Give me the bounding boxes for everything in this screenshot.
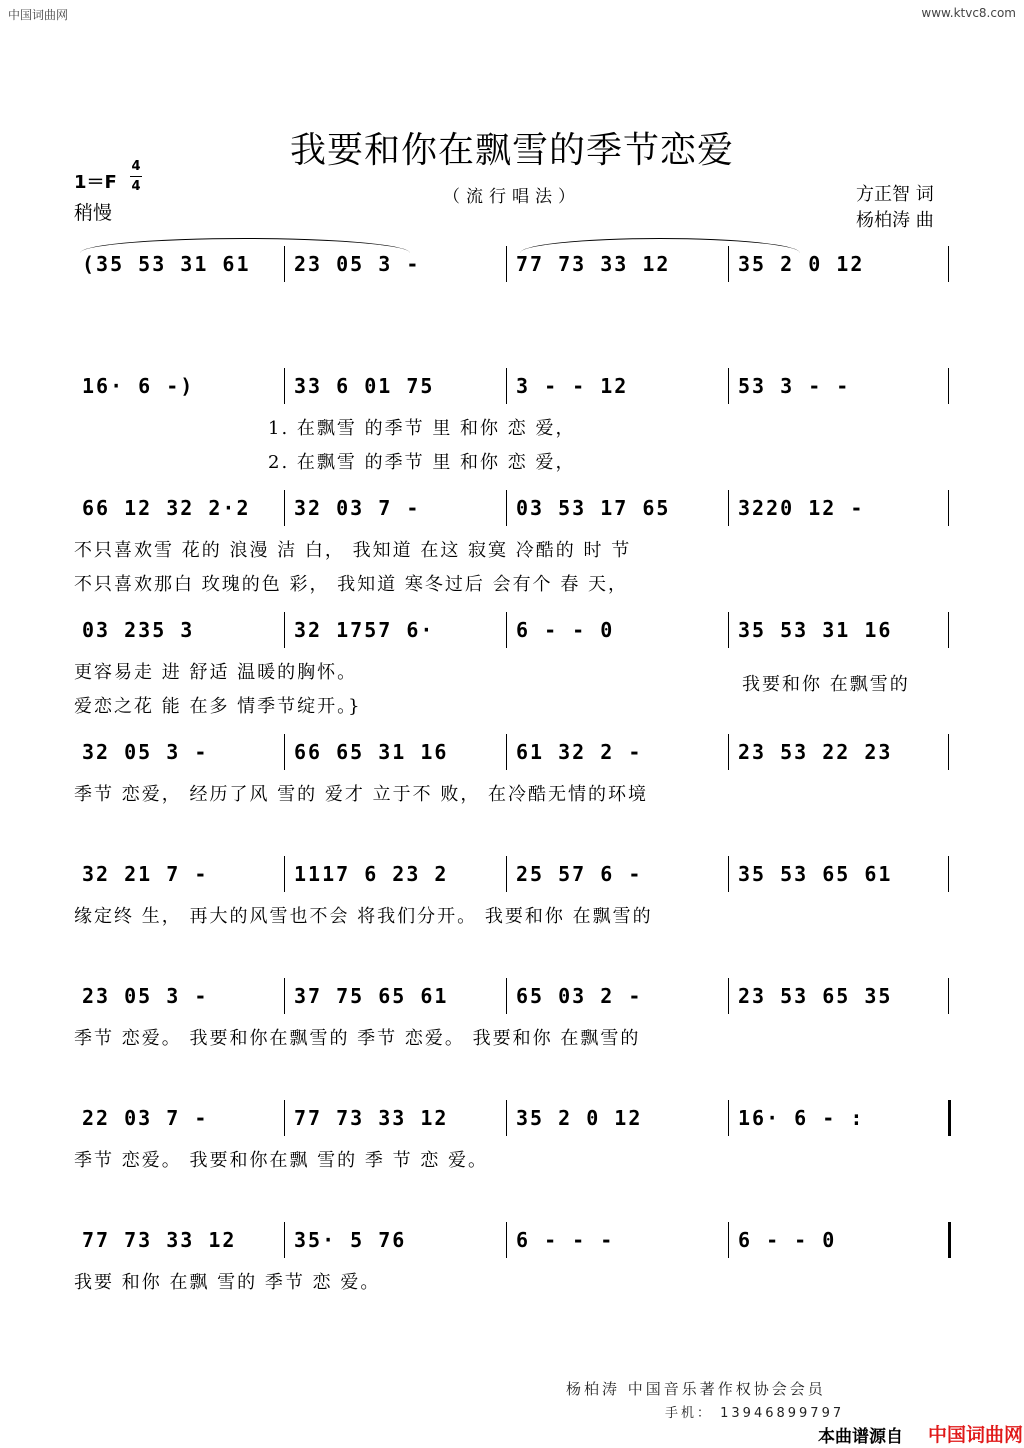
measure: 77 73 33 12 <box>516 252 671 276</box>
composer-phone: 手机： 13946899797 <box>665 1406 845 1421</box>
tempo-marking: 稍慢 <box>74 202 113 224</box>
lyric-line: 季节 恋爱。 我要和你在飘 雪的 季 节 恋 爱。 <box>74 1150 489 1171</box>
barline <box>728 1222 729 1258</box>
score-system <box>0 490 1024 600</box>
barline <box>506 978 507 1014</box>
measure: 1117 6 23 2 <box>294 862 449 886</box>
measure: 53 3 - - <box>738 374 851 398</box>
score-system <box>0 734 1024 844</box>
barline <box>728 612 729 648</box>
lyric-line: 我要 和你 在飘 雪的 季节 恋 爱。 <box>74 1272 381 1293</box>
barline <box>728 978 729 1014</box>
measure: 77 73 33 12 <box>82 1228 237 1252</box>
score-system <box>0 856 1024 966</box>
measure: 23 53 22 23 <box>738 740 893 764</box>
lyric-line: 不只喜欢那白 玫瑰的色 彩， 我知道 寒冬过后 会有个 春 天， <box>74 574 629 595</box>
barline <box>506 368 507 404</box>
measure: 03 53 17 65 <box>516 496 671 520</box>
measure: 32 1757 6· <box>294 618 435 642</box>
barline <box>728 856 729 892</box>
measure: 37 75 65 61 <box>294 984 449 1008</box>
measure: 23 05 3 - <box>82 984 209 1008</box>
lyricist-credit: 方正智 词 <box>856 184 934 205</box>
barline <box>506 490 507 526</box>
time-bottom: 4 <box>131 179 141 194</box>
barline <box>284 612 285 648</box>
song-title: 我要和你在飘雪的季节恋爱 <box>289 130 734 171</box>
lyric-line: 不只喜欢雪 花的 浪漫 洁 白， 我知道 在这 寂寞 冷酷的 时 节 <box>74 540 632 561</box>
source-label: 本曲谱源自 <box>818 1427 903 1447</box>
barline <box>948 734 949 770</box>
barline <box>506 734 507 770</box>
measure: 32 21 7 - <box>82 862 209 886</box>
barline <box>284 490 285 526</box>
score-system <box>0 612 1024 722</box>
barline <box>948 490 949 526</box>
singing-style: （流行唱法） <box>443 187 581 207</box>
measure: 16· 6 - : <box>738 1106 865 1130</box>
measure: 6 - - 0 <box>738 1228 837 1252</box>
barline <box>948 978 949 1014</box>
measure: 23 53 65 35 <box>738 984 893 1008</box>
barline <box>284 734 285 770</box>
score-system <box>0 1100 1024 1210</box>
measure: 66 12 32 2·2 <box>82 496 251 520</box>
score-system <box>0 978 1024 1088</box>
source-site: 中国词曲网 <box>928 1424 1024 1446</box>
slur <box>80 238 410 253</box>
barline <box>284 1222 285 1258</box>
measure: 32 03 7 - <box>294 496 421 520</box>
measure: 32 05 3 - <box>82 740 209 764</box>
barline <box>284 978 285 1014</box>
barline <box>506 246 507 282</box>
measure: 23 05 3 - <box>294 252 421 276</box>
barline <box>728 490 729 526</box>
lyric-line: 缘定终 生， 再大的风雪也不会 将我们分开。 我要和你 在飘雪的 <box>74 906 653 927</box>
barline <box>948 1100 951 1136</box>
barline <box>948 856 949 892</box>
lyric-line: 爱恋之花 能 在多 情季节绽开。} <box>74 696 362 717</box>
measure: 35· 5 76 <box>294 1228 407 1252</box>
score-system <box>0 1222 1024 1332</box>
barline <box>948 246 949 282</box>
key-signature: 1＝F <box>74 172 117 193</box>
measure: 35 2 0 12 <box>516 1106 643 1130</box>
measure: 3220 12 - <box>738 496 865 520</box>
measure: 03 235 3 <box>82 618 195 642</box>
barline <box>506 1222 507 1258</box>
slur <box>520 238 800 253</box>
barline <box>284 368 285 404</box>
site-watermark-left: 中国词曲网 <box>8 8 69 22</box>
measure: 35 2 0 12 <box>738 252 865 276</box>
measure: 61 32 2 - <box>516 740 643 764</box>
measure: 6 - - 0 <box>516 618 615 642</box>
barline <box>284 1100 285 1136</box>
barline <box>506 1100 507 1136</box>
measure: 3 - - 12 <box>516 374 629 398</box>
score-system <box>0 368 1024 478</box>
lyric-line: 季节 恋爱， 经历了风 雪的 爱才 立于不 败， 在冷酷无情的环境 <box>74 784 649 805</box>
measure: 66 65 31 16 <box>294 740 449 764</box>
barline <box>728 1100 729 1136</box>
measure: 33 6 01 75 <box>294 374 435 398</box>
lyric-line: 2. 在飘雪 的季节 里 和你 恋 爱， <box>268 452 576 473</box>
time-top: 4 <box>131 159 141 174</box>
barline <box>506 612 507 648</box>
lyric-line: 1. 在飘雪 的季节 里 和你 恋 爱， <box>268 418 576 439</box>
barline <box>948 368 949 404</box>
measure: 77 73 33 12 <box>294 1106 449 1130</box>
measure: 65 03 2 - <box>516 984 643 1008</box>
barline <box>728 734 729 770</box>
measure: (35 53 31 61 <box>82 252 251 276</box>
score-system <box>0 246 1024 356</box>
measure: 35 53 31 16 <box>738 618 893 642</box>
lyric-line: 更容易走 进 舒适 温暖的胸怀。 <box>74 662 358 683</box>
barline <box>948 1222 951 1258</box>
barline <box>506 856 507 892</box>
site-watermark-right: www.ktvc8.com <box>921 6 1016 20</box>
composer-membership: 杨柏涛 中国音乐著作权协会会员 <box>566 1380 826 1398</box>
barline <box>284 856 285 892</box>
barline <box>948 612 949 648</box>
barline <box>728 368 729 404</box>
measure: 16· 6 -) <box>82 374 195 398</box>
measure: 25 57 6 - <box>516 862 643 886</box>
lyric-line: 季节 恋爱。 我要和你在飘雪的 季节 恋爱。 我要和你 在飘雪的 <box>74 1028 641 1049</box>
lyric-line: 我要和你 在飘雪的 <box>742 674 910 695</box>
composer-credit: 杨柏涛 曲 <box>856 210 934 231</box>
measure: 35 53 65 61 <box>738 862 893 886</box>
measure: 6 - - - <box>516 1228 615 1252</box>
measure: 22 03 7 - <box>82 1106 209 1130</box>
